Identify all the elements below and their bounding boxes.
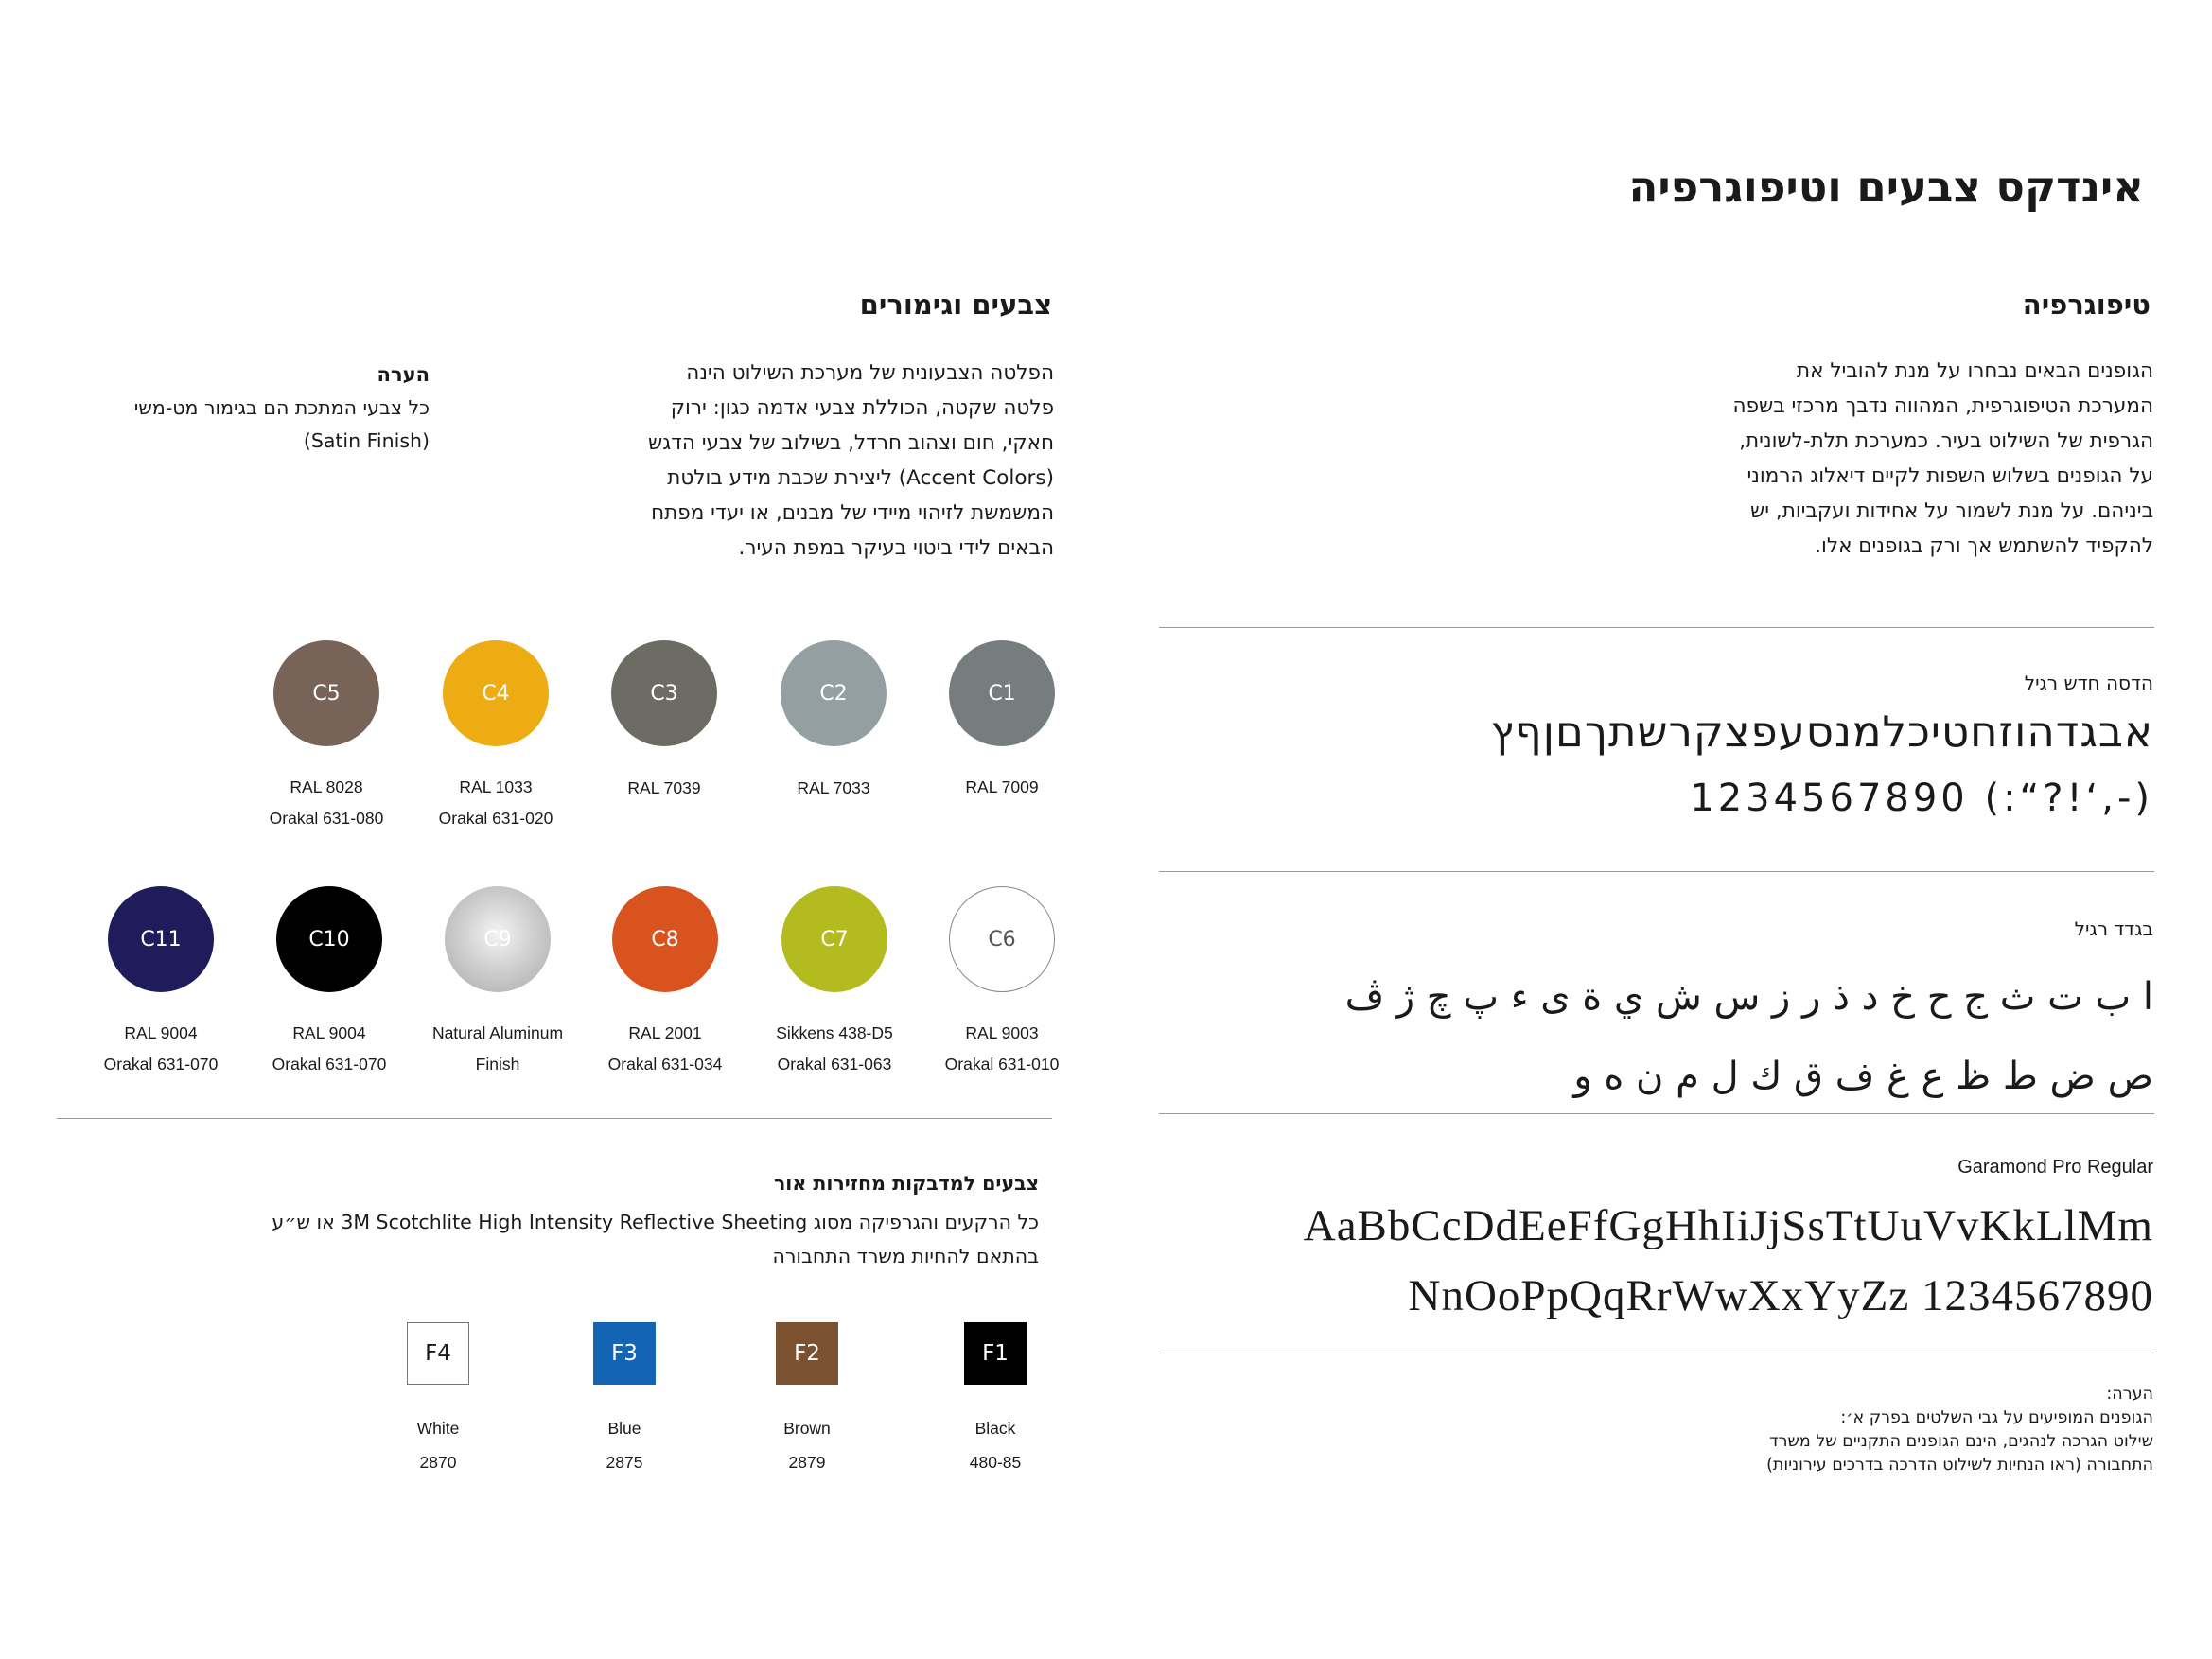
colors-paragraph-line: פלטה שקטה, הכוללת צבעי אדמה כגון: ירוק xyxy=(670,396,1054,420)
colors-note-line: (Satin Finish) xyxy=(303,429,430,452)
swatch-caption-line: RAL 9004 xyxy=(124,1023,198,1042)
reflective-swatch-caption xyxy=(920,1411,1071,1479)
swatch-caption-line: 2879 xyxy=(788,1453,826,1472)
colors-note-title: הערה xyxy=(377,363,430,386)
swatch-caption-line: White xyxy=(416,1419,460,1438)
swatch-code: C10 xyxy=(308,927,350,952)
reflective-swatch-f4 xyxy=(407,1322,469,1385)
swatch-code: C7 xyxy=(820,927,849,952)
swatch-c10 xyxy=(276,886,382,992)
swatch-caption-line: 2875 xyxy=(606,1453,643,1472)
swatch-caption-line: RAL 7039 xyxy=(627,778,701,797)
reflective-paragraph-line: כל הרקעים והגרפיקה מסוג 3M Scotchlite High Intensity Reflective Sheeting או ש״ע xyxy=(272,1211,1039,1233)
swatch-caption-line: Orakal 631-080 xyxy=(269,809,384,828)
font-sample-garamond-line2: NnOoPpQqRrWwXxYyZz 1234567890 xyxy=(1408,1271,2153,1320)
page-title: אינדקס צבעים וטיפוגרפיה xyxy=(1628,162,2144,212)
swatch-caption-line: Natural Aluminum xyxy=(431,1023,564,1042)
typography-paragraph xyxy=(1586,354,2153,564)
swatch-code: C5 xyxy=(312,681,341,706)
typography-note xyxy=(1586,1383,2153,1477)
divider xyxy=(1159,871,2154,872)
divider xyxy=(1159,627,2154,628)
reflective-paragraph-line: בהתאם להחיות משרד התחבורה xyxy=(772,1245,1039,1267)
swatch-caption-line: 2870 xyxy=(419,1453,457,1472)
font-name-hadassah: הדסה חדש רגיל xyxy=(2024,672,2153,694)
swatch-caption xyxy=(222,772,430,834)
swatch-caption-line: Orakal 631-070 xyxy=(272,1055,387,1074)
colors-paragraph-line: המשמשת לזיהוי מיידי של מבנים, או יעדי מפתח xyxy=(651,501,1054,525)
swatch-code: C4 xyxy=(482,681,510,706)
swatch-caption-line: Orakal 631-010 xyxy=(944,1055,1060,1074)
reflective-heading: צבעים למדבקות מחזירות אור xyxy=(773,1172,1039,1195)
reflective-swatch-f1 xyxy=(964,1322,1027,1385)
typography-note-line: שילוט הגרכה לנהגים, הינם הגופנים התקניים של משרד xyxy=(1769,1432,2153,1451)
swatch-code: C2 xyxy=(819,681,848,706)
colors-note-line: כל צבעי המתכת הם בגימור מט-משי xyxy=(133,396,430,419)
swatch-caption-line: Blue xyxy=(607,1419,641,1438)
divider xyxy=(1159,1113,2154,1114)
reflective-swatch-f3 xyxy=(593,1322,656,1385)
typography-heading: טיפוגרפיה xyxy=(2022,288,2151,321)
swatch-caption-line: Black xyxy=(974,1419,1016,1438)
swatch-c6 xyxy=(949,886,1055,992)
typography-note-line: הערה: xyxy=(2106,1385,2153,1404)
swatch-c8 xyxy=(612,886,718,992)
swatch-c5 xyxy=(273,640,379,746)
swatch-c11 xyxy=(108,886,214,992)
swatch-c4 xyxy=(443,640,549,746)
swatch-caption-line: RAL 9003 xyxy=(965,1023,1039,1042)
colors-paragraph-line: חאקי, חום וצהוב חרדל, בשילוב של צבעי הדגש xyxy=(647,431,1054,455)
swatch-caption-line: Finish xyxy=(475,1055,520,1074)
typography-note-line: התחבורה (ראו הנחיות לשילוט הדרכה בדרכים עירוניות) xyxy=(1766,1456,2153,1475)
swatch-caption-line: RAL 7009 xyxy=(965,777,1039,796)
typography-paragraph-line: הגרפית של השילוט בעיר. כמערכת תלת-לשונית, xyxy=(1739,429,2153,453)
typography-note-line: הגופנים המופיעים על גבי השלטים בפרק א׳: xyxy=(1840,1408,2153,1427)
swatch-code: F3 xyxy=(611,1341,638,1366)
swatch-code: C3 xyxy=(650,681,678,706)
swatch-caption-line: Orakal 631-070 xyxy=(103,1055,219,1074)
swatch-caption xyxy=(57,1018,265,1080)
reflective-swatch-caption xyxy=(362,1411,514,1479)
swatch-code: F4 xyxy=(425,1341,451,1366)
swatch-code: C6 xyxy=(988,927,1016,952)
font-sample-baghdad-line1: ا ب ت ث ج ح خ د ذ ر ز س ش ي ة ى ء پ چ ژ ڤ xyxy=(1344,975,2153,1019)
colors-paragraph-line: הפלטה הצבעונית של מערכת השילוט הינה xyxy=(686,361,1054,385)
swatch-code: C8 xyxy=(651,927,679,952)
swatch-code: C11 xyxy=(140,927,182,952)
font-sample-baghdad-line2: ص ض ط ظ ع غ ف ق ك ل م ن ه و xyxy=(1573,1055,2153,1098)
reflective-swatch-caption xyxy=(549,1411,700,1479)
swatch-caption-line: RAL 9004 xyxy=(292,1023,366,1042)
swatch-code: F1 xyxy=(982,1341,1009,1366)
colors-heading: צבעים וגימורים xyxy=(859,288,1052,321)
swatch-c1 xyxy=(949,640,1055,746)
typography-paragraph-line: הגופנים הבאים נבחרו על מנת להוביל את xyxy=(1797,359,2153,383)
swatch-c3 xyxy=(611,640,717,746)
swatch-code: C1 xyxy=(988,681,1016,706)
font-name-baghdad: בגדד רגיל xyxy=(2074,917,2153,940)
reflective-swatch-caption xyxy=(731,1411,883,1479)
reflective-paragraph xyxy=(187,1205,1039,1273)
typography-paragraph-line: המערכת הטיפוגרפית, המהווה נדבך מרכזי בשפה xyxy=(1732,394,2153,418)
swatch-caption-line: Orakal 631-063 xyxy=(777,1055,892,1074)
typography-paragraph-line: על הגופנים בשלוש השפות לקיים דיאלוג הרמוני xyxy=(1747,464,2153,488)
colors-note xyxy=(51,358,430,458)
font-sample-garamond-line1: AaBbCcDdEeFfGgHhIiJjSsTtUuVvKkLlMm xyxy=(1303,1201,2153,1250)
reflective-swatch-f2 xyxy=(776,1322,838,1385)
swatch-c7 xyxy=(781,886,887,992)
typography-paragraph-line: ביניהם. על מנת לשמור על אחידות ועקביות, יש xyxy=(1749,499,2153,523)
swatch-code: C9 xyxy=(483,927,512,952)
colors-paragraph xyxy=(524,356,1054,566)
swatch-caption-line: Orakal 631-020 xyxy=(438,809,553,828)
font-sample-hadassah-digits: 1234567890 (:“?!‘,-) xyxy=(1690,777,2153,820)
swatch-caption-line: Brown xyxy=(783,1419,831,1438)
colors-paragraph-line: הבאים לידי ביטוי בעיקר במפת העיר. xyxy=(738,536,1054,560)
swatch-caption-line: Orakal 631-034 xyxy=(607,1055,723,1074)
font-name-garamond: Garamond Pro Regular xyxy=(1957,1157,2153,1178)
swatch-c9 xyxy=(445,886,551,992)
swatch-code: F2 xyxy=(794,1341,820,1366)
swatch-caption-line: Sikkens 438-D5 xyxy=(776,1023,893,1042)
swatch-caption-line: RAL 8028 xyxy=(290,777,363,796)
colors-paragraph-line: (Accent Colors) ליצירת שכבת מידע בולטת xyxy=(667,466,1054,490)
divider xyxy=(57,1118,1052,1119)
swatch-caption-line: RAL 1033 xyxy=(459,777,533,796)
swatch-caption-line: RAL 2001 xyxy=(628,1023,702,1042)
font-sample-hadassah-letters: אבגדהוזחטיכלמנסעפצקרשתךםןףץ xyxy=(1490,707,2153,757)
typography-paragraph-line: להקפיד להשתמש אך ורק בגופנים אלו. xyxy=(1815,534,2153,558)
swatch-c2 xyxy=(781,640,887,746)
swatch-caption-line: RAL 7033 xyxy=(797,778,870,797)
swatch-caption-line: 480-85 xyxy=(969,1453,1022,1472)
